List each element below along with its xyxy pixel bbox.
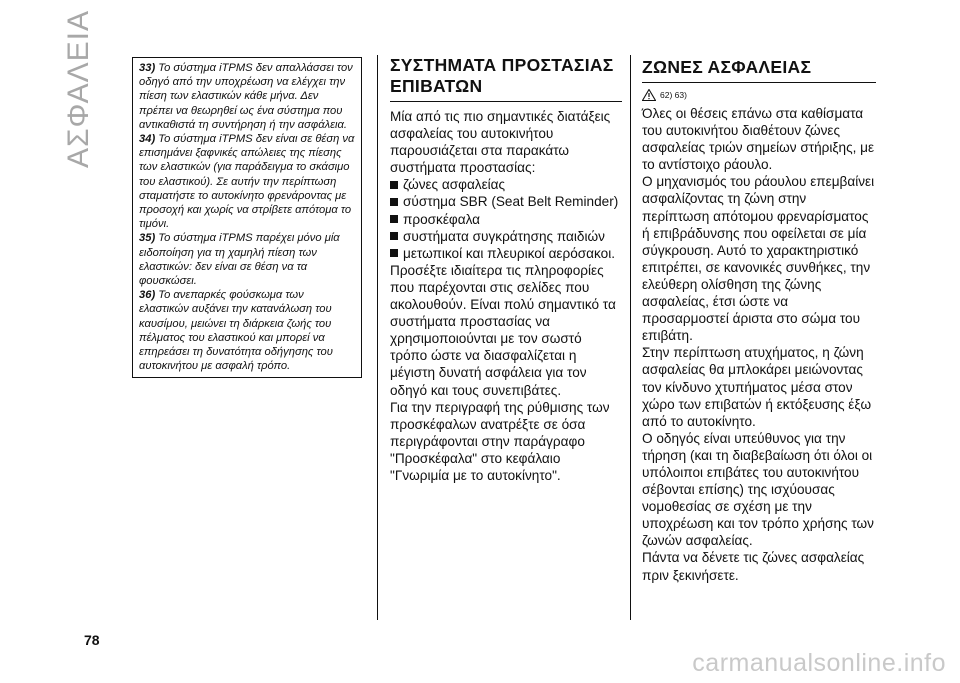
column-divider-right — [630, 55, 631, 620]
column-divider-left — [377, 55, 378, 620]
seat-belts-paragraph-2: Ο μηχανισμός του ράουλου επεμβαίνει ασφαλίζοντας τη ζώνη στην περίπτωση απότομου φρεναρίσματος ή επιβράδυνσης που οφείλεται σε μία σύγκρουση. Αυτό το χαρακτηριστικό επιτρέπει, σε κανονικές συνθήκες, την ελεύθερη ολίσθηση της ζώνης ασφαλείας, έτσι ώστε να προσαρμοστεί άριστα στο σώμα του επιβάτη. — [642, 174, 875, 344]
list-item: μετωπικοί και πλευρικοί αερόσακοι. — [390, 245, 622, 262]
info-paragraph: Προσέξτε ιδιαίτερα τις πληροφορίες που παρέχονται στις σελίδες που ακολουθούν. Είναι πολύ σημαντικό τα συστήματα προστασίας να χρησιμοποιούνται με τον σωστό τρόπο ώστε να διασφαλίζεται η μέγιστη δυνατή ασφάλεια για τον οδηγό και τους συνεπιβάτες. — [390, 262, 616, 398]
bullet-square-icon — [390, 215, 398, 223]
list-item: προσκέφαλα — [390, 211, 622, 228]
list-item: ζώνες ασφαλείας — [390, 176, 622, 193]
seat-belts-paragraph-5: Πάντα να δένετε τις ζώνες ασφαλείας πριν ξεκινήσετε. — [642, 550, 865, 583]
warning-notes-box — [132, 57, 362, 378]
bullet-square-icon — [390, 181, 398, 189]
occupant-protection-body — [390, 108, 622, 484]
seat-belts-paragraph-1: Όλες οι θέσεις επάνω στα καθίσματα του αυτοκινήτου διαθέτουν ζώνες ασφαλείας τριών σημείων στήριξης, με το αντίστοιχο ράουλο. — [642, 106, 875, 173]
watermark: carmanualsonline.info — [692, 649, 946, 677]
warning-note-34: 34) Το σύστημα iTPMS δεν είναι σε θέση να επισημάνει ξαφνικές απώλειες της πίεσης των ελαστικών (για παράδειγμα το σκάσιμο του ελαστικού). Σε αυτήν την περίπτωση σταματήστε το αυτοκίνητο φρενάροντας με προσοχή και χωρίς να στρίβετε απότομα το τιμόνι. — [139, 133, 355, 231]
list-item: συστήματα συγκράτησης παιδιών — [390, 228, 622, 245]
seat-belts-paragraph-4: Ο οδηγός είναι υπεύθυνος για την τήρηση (και τη διαβεβαίωση ότι όλοι οι υπόλοιποι επιβάτες του αυτοκινήτου σέβονται επίσης) της ισχύουσας νομοθεσίας σε σχέση με την υποχρέωση και τον τρόπο χρήσης των ζωνών ασφαλείας. — [642, 430, 874, 549]
warning-triangle-icon — [642, 89, 656, 101]
occupant-protection-heading: ΣΥΣΤΗΜΑΤΑ ΠΡΟΣΤΑΣΙΑΣ ΕΠΙΒΑΤΩΝ — [390, 55, 622, 102]
chapter-side-title-text: ΑΣΦΑΛΕΙΑ — [62, 9, 95, 168]
warning-references — [642, 89, 876, 101]
reference-numbers: 62) 63) — [660, 90, 687, 100]
protection-systems-list — [390, 176, 622, 261]
occupant-protection-column — [390, 55, 622, 484]
seat-belts-column — [642, 55, 876, 584]
bullet-square-icon — [390, 232, 398, 240]
seat-belts-heading: ΖΩΝΕΣ ΑΣΦΑΛΕΙΑΣ — [642, 55, 876, 83]
warning-note-36: 36) Το ανεπαρκές φούσκωμα των ελαστικών αυξάνει την κατανάλωση του καυσίμου, μειώνει τη διάρκεια ζωής του πέλματος του ελαστικού και μπορεί να επηρεάσει τη δυνατότητα οδήγησης του αυτοκινήτου με ασφαλή τρόπο. — [139, 289, 333, 373]
headrest-reference-paragraph: Για την περιγραφή της ρύθμισης των προσκέφαλων ανατρέξτε σε όσα περιγράφονται στην παράγραφο "Προσκέφαλα" στο κεφάλαιο "Γνωριμία με το αυτοκίνητο". — [390, 399, 610, 483]
page-number: 78 — [84, 632, 100, 648]
seat-belts-paragraph-3: Στην περίπτωση ατυχήματος, η ζώνη ασφαλείας θα μπλοκάρει μειώνοντας τον κίνδυνο χτυπήματος μέσα στον χώρο των επιβατών ή εκτόξευσης έξω από το αυτοκίνητο. — [642, 345, 872, 429]
bullet-square-icon — [390, 198, 398, 206]
seat-belts-body — [642, 105, 876, 584]
warning-note-33: 33) Το σύστημα iTPMS δεν απαλλάσσει τον οδηγό από την υποχρέωση να ελέγχει την πίεση των ελαστικών κάθε μήνα. Δεν πρέπει να θεωρηθεί ως ένα σύστημα που αντικαθιστά τη συντήρηση ή την ασφάλεια. — [139, 62, 353, 131]
list-item: σύστημα SBR (Seat Belt Reminder) — [390, 193, 622, 210]
intro-paragraph: Μία από τις πιο σημαντικές διατάξεις ασφαλείας του αυτοκινήτου παρουσιάζεται στα παρακάτω συστήματα προστασίας: — [390, 109, 611, 176]
bullet-square-icon — [390, 249, 398, 257]
warning-note-35: 35) Το σύστημα iTPMS παρέχει μόνο μία ειδοποίηση για τη χαμηλή πίεση των ελαστικών: δεν είναι σε θέση να τα φουσκώσει. — [139, 232, 340, 288]
